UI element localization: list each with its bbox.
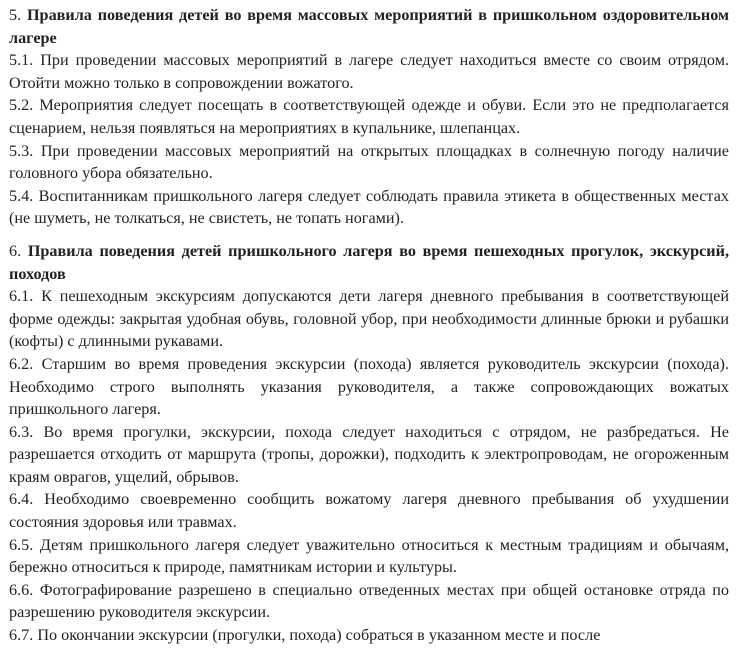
section-heading (9, 4, 729, 49)
document-body (9, 4, 729, 647)
section-number: 6. (9, 241, 22, 260)
rule-paragraph: 6.3. Во время прогулки, экскурсии, похода следует находиться с отрядом, не разбредаться. Не разрешается отходить от маршрута (тропы, дорожки), подходить к электропроводам, не огороженным краям оврагов, ущелий, обрывов. (9, 422, 729, 486)
rule-paragraph: 6.5. Детям пришкольного лагеря следует уважительно относиться к местным традициям и обычаям, бережно относиться к природе, памятникам истории и культуры. (9, 535, 729, 577)
rule-paragraph: 5.1. При проведении массовых мероприятий в лагере следует находиться вместе со своим отрядом. Отойти можно только в сопровождении вожатого. (9, 51, 729, 92)
rule-paragraph: 6.7. По окончании экскурсии (прогулки, похода) собраться в указанном месте и после (9, 626, 601, 645)
rule-paragraph: 6.2. Старшим во время проведения экскурсии (похода) является руководитель экскурсии (похода). Необходимо строго выполнять указания руководителя, а также сопровождающих вожатых пришкольного лагеря. (9, 354, 729, 419)
rule-paragraph: 6.6. Фотографирование разрешено в специально отведенных местах при общей остановке отряда по разрешению руководителя экскурсии. (9, 580, 729, 622)
rule-paragraph: 5.2. Мероприятия следует посещать в соответствующей одежде и обуви. Если это не предполагается сценарием, нельзя появляться на мероприятиях в купальнике, шлепанцах. (9, 96, 729, 137)
section-title: Правила поведения детей пришкольного лагеря во время пешеходных прогулок, экскурсий, походов (9, 241, 729, 283)
section-5 (9, 4, 729, 230)
rule-paragraph: 5.4. Воспитанникам пришкольного лагеря следует соблюдать правила этикета в общественных местах (не шуметь, не толкаться, не свистеть, не топать ногами). (9, 186, 729, 228)
section-number: 5. (9, 6, 22, 24)
rule-paragraph: 5.3. При проведении массовых мероприятий на открытых площадках в солнечную погоду наличие головного убора обязательно. (9, 141, 729, 183)
section-6 (9, 240, 729, 647)
section-heading (9, 240, 729, 285)
section-title: Правила поведения детей во время массовых мероприятий в пришкольном оздоровительном лагере (9, 6, 730, 47)
rule-paragraph: 6.4. Необходимо своевременно сообщить вожатому лагеря дневного пребывания об ухудшении состояния здоровья или травмах. (9, 490, 729, 532)
rule-paragraph: 6.1. К пешеходным экскурсиям допускаются дети лагеря дневного пребывания в соответствующей форме одежды: закрытая удобная обувь, головной убор, при необходимости длинные брюки и рубашки (кофты) с длинными рукавами. (9, 287, 729, 351)
